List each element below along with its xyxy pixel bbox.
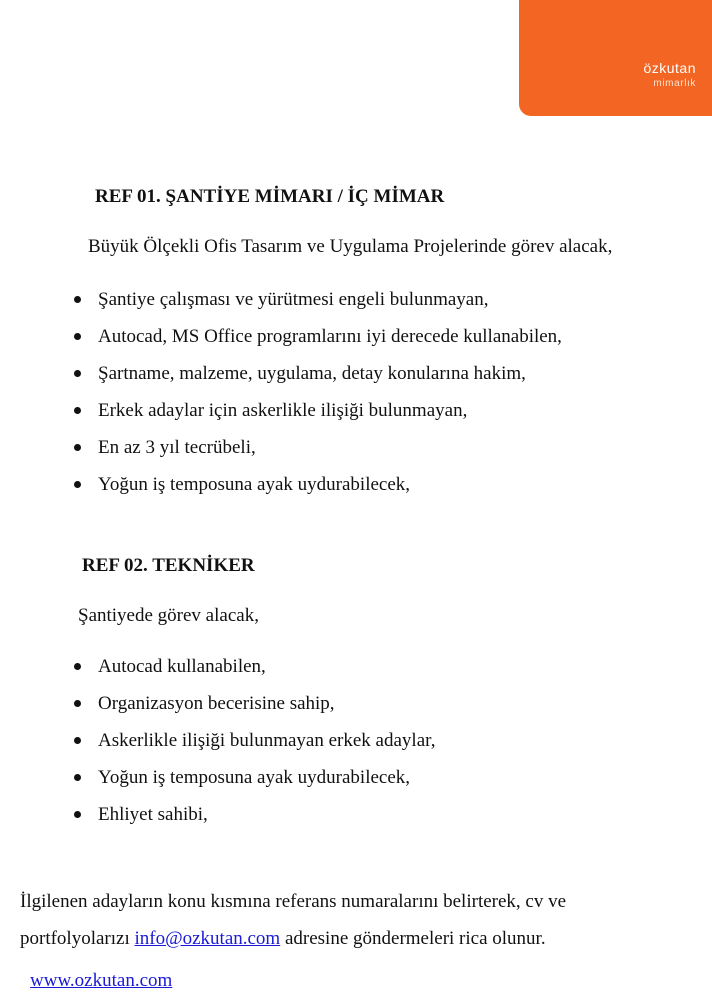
ref1-heading: REF 01. ŞANTİYE MİMARI / İÇ MİMAR (95, 186, 445, 207)
bullet-icon (74, 811, 81, 818)
list-item-text: Şartname, malzeme, uygulama, detay konularına hakim, (98, 363, 526, 384)
list-item-text: Yoğun iş temposuna ayak uydurabilecek, (98, 474, 411, 495)
list-item-text: Autocad kullanabilen, (98, 656, 266, 677)
bullet-icon (74, 481, 81, 488)
bullet-icon (74, 663, 81, 670)
bullet-icon (74, 333, 81, 340)
bullet-icon (74, 296, 81, 303)
bullet-icon (74, 737, 81, 744)
closing-text-after-email: adresine göndermeleri rica olunur. (280, 928, 546, 949)
list-item-text: Askerlikle ilişiği bulunmayan erkek adaylar, (98, 730, 436, 751)
list-item-text: Autocad, MS Office programlarını iyi derecede kullanabilen, (98, 326, 562, 347)
bullet-icon (74, 700, 81, 707)
bullet-icon (74, 774, 81, 781)
closing-paragraph (20, 883, 700, 957)
bullet-icon (74, 407, 81, 414)
ref1-intro: Büyük Ölçekli Ofis Tasarım ve Uygulama Projelerinde görev alacak, (88, 236, 613, 257)
closing-text-before-email: portfolyolarızı (20, 928, 135, 949)
bullet-icon (74, 444, 81, 451)
brand-logo (519, 0, 712, 116)
closing-line-1: İlgilenen adayların konu kısmına referans numaralarını belirterek, cv ve (20, 891, 567, 912)
list-item-text: Yoğun iş temposuna ayak uydurabilecek, (98, 767, 411, 788)
email-link[interactable]: info@ozkutan.com (134, 928, 281, 949)
list-item-text: Erkek adaylar için askerlikle ilişiği bulunmayan, (98, 400, 468, 421)
list-item-text: Ehliyet sahibi, (98, 804, 208, 825)
brand-subtitle: mimarlık (653, 78, 696, 89)
list-item-text: En az 3 yıl tecrübeli, (98, 437, 256, 458)
website-link[interactable]: www.ozkutan.com (30, 970, 173, 991)
closing-line-2 (20, 920, 700, 957)
ref2-intro: Şantiyede görev alacak, (78, 605, 259, 626)
list-item-text: Organizasyon becerisine sahip, (98, 693, 335, 714)
ref2-heading: REF 02. TEKNİKER (82, 555, 255, 576)
list-item-text: Şantiye çalışması ve yürütmesi engeli bulunmayan, (98, 289, 489, 310)
brand-name: özkutan (643, 60, 696, 76)
bullet-icon (74, 370, 81, 377)
